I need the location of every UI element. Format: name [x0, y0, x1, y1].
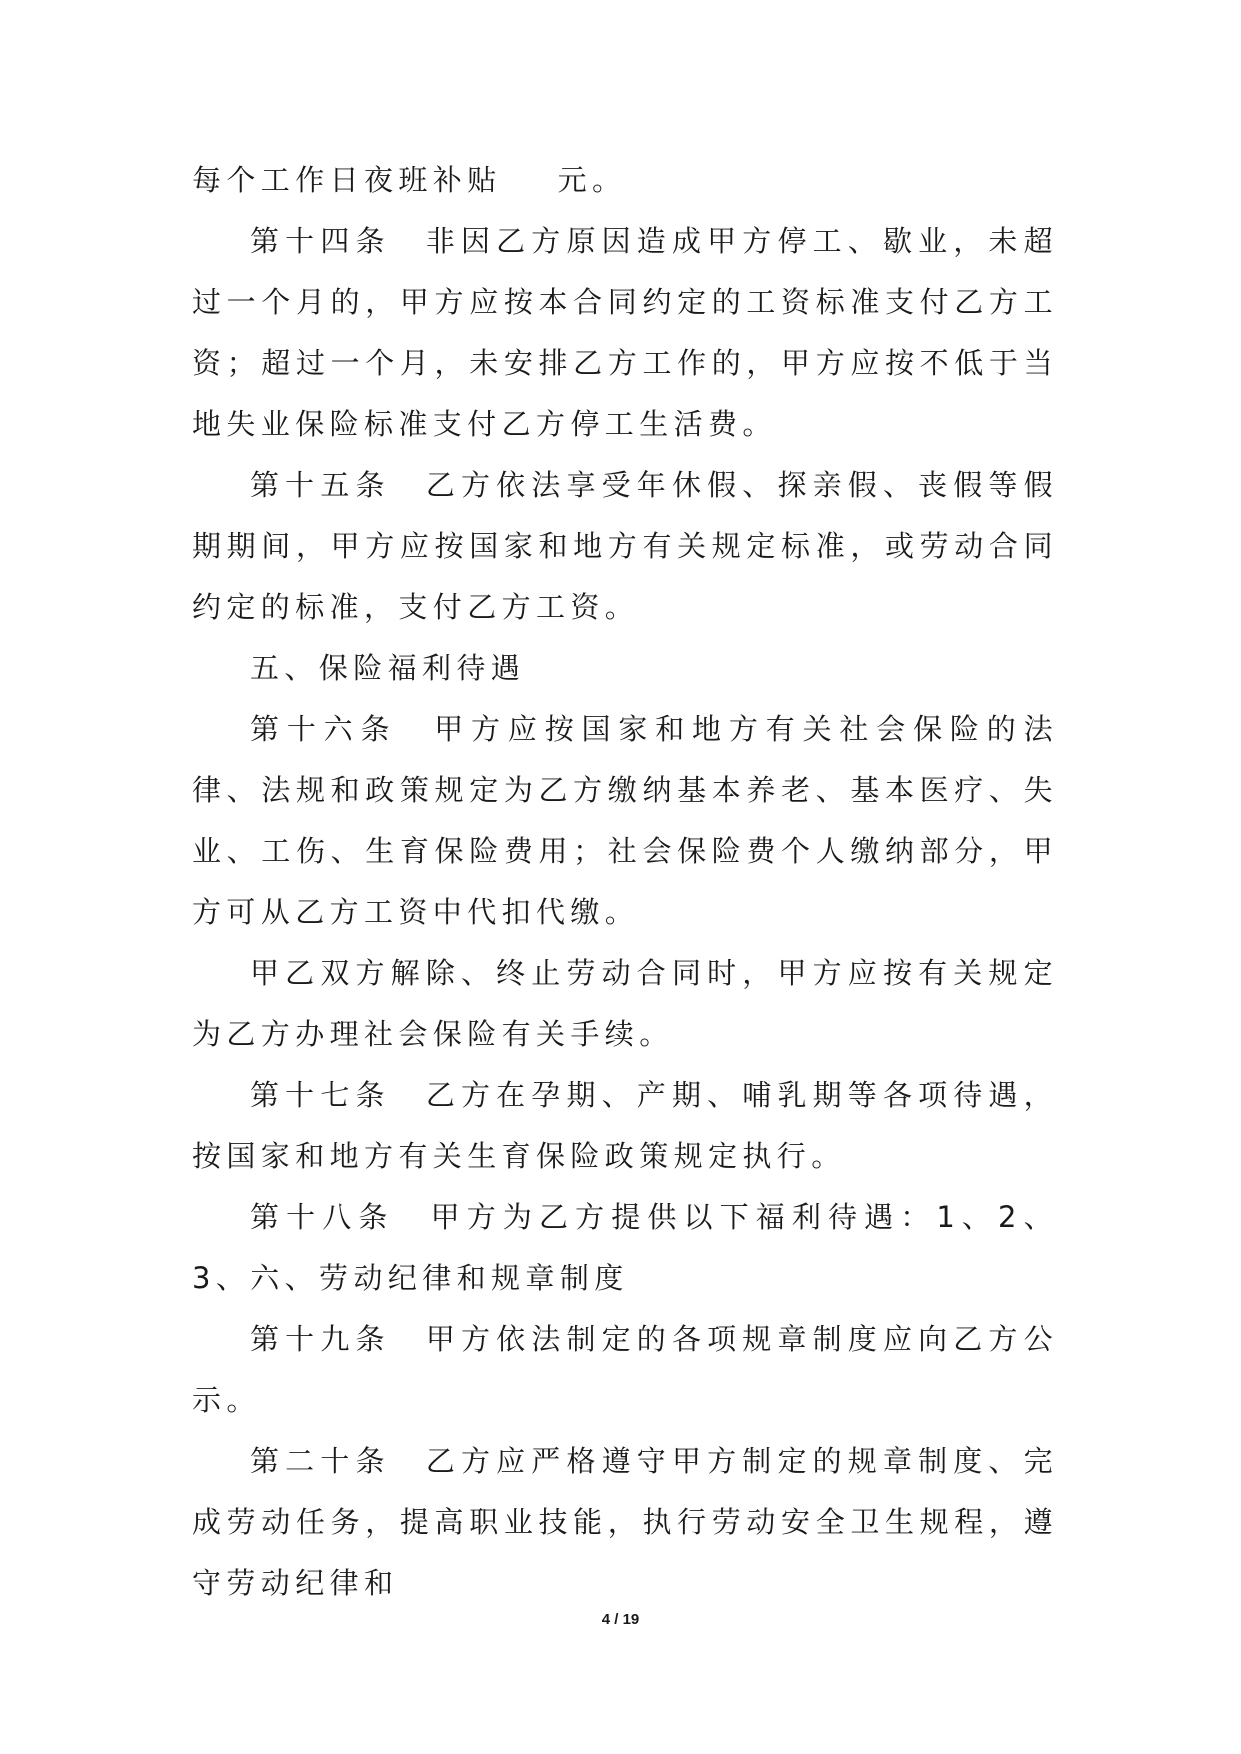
page-number: 4 / 19	[601, 1611, 640, 1628]
paragraph-article-14: 第十四条 非因乙方原因造成甲方停工、歇业，未超过一个月的，甲方应按本合同约定的工资标准支付乙方工资；超过一个月，未安排乙方工作的，甲方应按不低于当地失业保险标准支付乙方停工生活费。	[192, 224, 1058, 441]
paragraph-article-17: 第十七条 乙方在孕期、产期、哺乳期等各项待遇，按国家和地方有关生育保险政策规定执行。	[192, 1078, 1058, 1173]
paragraph-text-before-blank: 每个工作日夜班补贴	[192, 163, 502, 197]
section-heading-insurance-welfare: 五、保险福利待遇	[250, 651, 526, 685]
paragraph-article-15: 第十五条 乙方依法享受年休假、探亲假、丧假等假期期间，甲方应按国家和地方有关规定标准，或劳动合同约定的标准，支付乙方工资。	[192, 468, 1058, 624]
paragraph-article-19: 第十九条 甲方依法制定的各项规章制度应向乙方公示。	[192, 1322, 1058, 1417]
paragraph-article-16: 第十六条 甲方应按国家和地方有关社会保险的法律、法规和政策规定为乙方缴纳基本养老、基本医疗、失业、工伤、生育保险费用；社会保险费个人缴纳部分，甲方可从乙方工资中代扣代缴。	[192, 712, 1058, 929]
paragraph-text-after-blank: 元。	[557, 163, 627, 197]
paragraph-article-18: 第十八条 甲方为乙方提供以下福利待遇：1、2、3、六、劳动纪律和规章制度	[192, 1200, 1058, 1295]
paragraph-article-20: 第二十条 乙方应严格遵守甲方制定的规章制度、完成劳动任务，提高职业技能，执行劳动安全卫生规程，遵守劳动纪律和	[192, 1444, 1058, 1600]
document-body	[192, 150, 1058, 1614]
paragraph-contract-termination-insurance: 甲乙双方解除、终止劳动合同时，甲方应按有关规定为乙方办理社会保险有关手续。	[192, 956, 1058, 1051]
paragraph-night-shift-allowance	[192, 150, 1058, 211]
